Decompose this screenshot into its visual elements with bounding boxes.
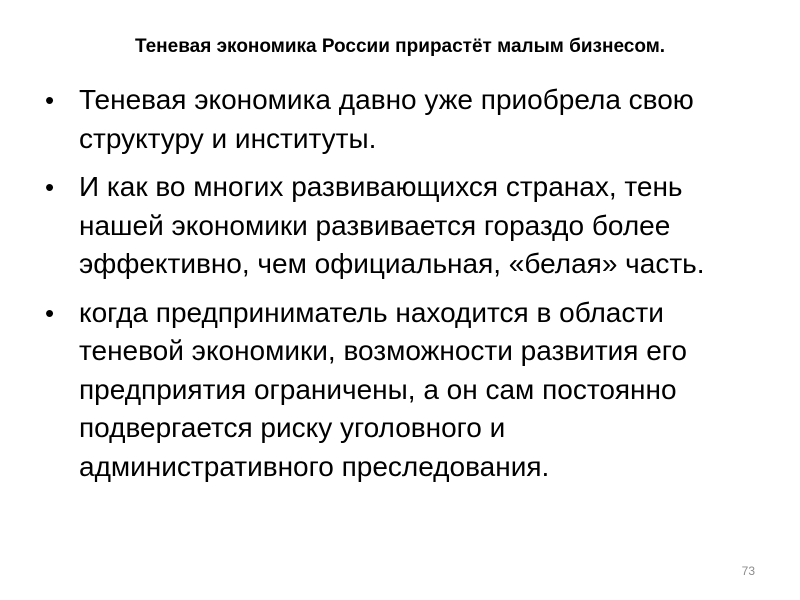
bullet-text: И как во многих развивающихся странах, тень нашей экономики развивается гораздо более эффективно, чем официальная, «белая» часть. bbox=[79, 171, 705, 279]
bullet-dot-icon: • bbox=[45, 297, 55, 328]
bullet-text: Теневая экономика давно уже приобрела свою структуру и институты. bbox=[79, 84, 694, 154]
bullet-item bbox=[44, 168, 764, 284]
bullet-list bbox=[44, 81, 764, 496]
page-number: 73 bbox=[741, 564, 755, 578]
bullet-dot-icon: • bbox=[45, 85, 55, 115]
bullet-dot-icon: • bbox=[45, 172, 55, 202]
slide-title: Теневая экономика России прирастёт малым бизнесом. bbox=[134, 36, 666, 57]
bullet-item bbox=[44, 294, 764, 487]
bullet-item bbox=[44, 81, 764, 158]
bullet-text: когда предприниматель находится в области теневой экономики, возможности развития его предприятия ограничены, а он сам постоянно подвергается риску уголовного и административного преследования. bbox=[79, 296, 687, 482]
